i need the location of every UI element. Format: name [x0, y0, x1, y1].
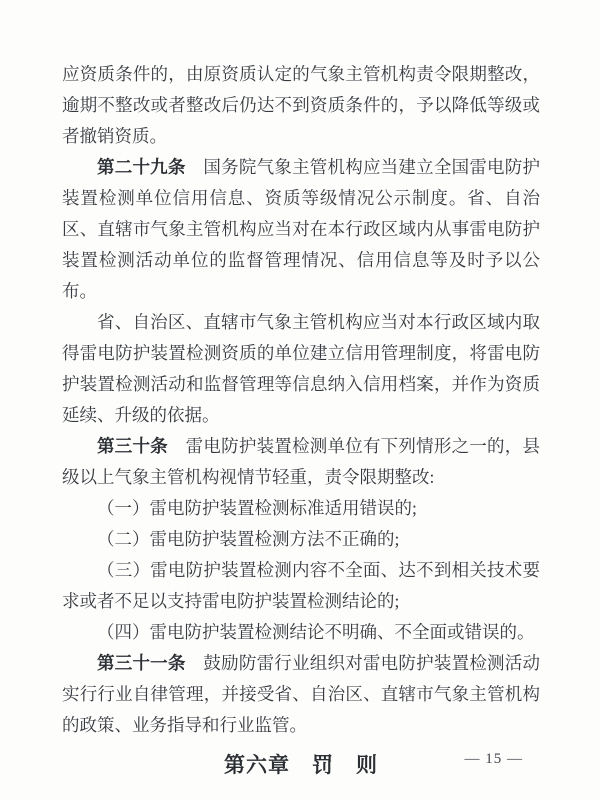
- list-item-text: （一）雷电防护装置检测标准适用错误的;: [97, 498, 417, 518]
- list-item-4: [62, 617, 540, 648]
- article-31-number: 第三十一条: [97, 653, 186, 673]
- article-30-number: 第三十条: [97, 436, 168, 456]
- list-item-text: （四）雷电防护装置检测结论不明确、不全面或错误的。: [97, 622, 535, 642]
- paragraph-article-30: [62, 431, 540, 493]
- list-item-3: [62, 555, 540, 617]
- paragraph-text: 雷电防护装置检测单位有下列情形之一的，县级以上气象主管机构视情节轻重，责令限期整改:: [62, 436, 541, 487]
- paragraph-text: 省、自治区、直辖市气象主管机构应当对本行政区域内取得雷电防护装置检测资质的单位建立信用管理制度，将雷电防护装置检测活动和监督管理等信息纳入信用档案，并作为资质延续、升级的依据。: [62, 312, 540, 425]
- paragraph-article-29: [62, 152, 540, 307]
- paragraph-credit-management: [62, 307, 540, 431]
- list-item-text: （二）雷电防护装置检测方法不正确的;: [97, 529, 400, 549]
- page-number: — 15 —: [464, 751, 523, 767]
- document-body: [62, 59, 540, 781]
- paragraph-text: 应资质条件的，由原资质认定的气象主管机构责令限期整改，逾期不整改或者整改后仍达不到资质条件的，予以降低等级或者撤销资质。: [62, 64, 540, 146]
- paragraph-text: 鼓励防雷行业组织对雷电防护装置检测活动实行行业自律管理，并接受省、自治区、直辖市气象主管机构的政策、业务指导和行业监管。: [62, 653, 541, 735]
- chapter-heading: 第六章 罚 则: [224, 753, 378, 777]
- paragraph-text: 国务院气象主管机构应当建立全国雷电防护装置检测单位信用信息、资质等级情况公示制度。省、自治区、直辖市气象主管机构应当对在本行政区域内从事雷电防护装置检测活动单位的监督管理情况、信用信息等及时予以公布。: [62, 157, 541, 301]
- list-item-2: [62, 524, 540, 555]
- list-item-text: （三）雷电防护装置检测内容不全面、达不到相关技术要求或者不足以支持雷电防护装置检测结论的;: [62, 560, 540, 611]
- paragraph-continuation: [62, 59, 540, 152]
- list-item-1: [62, 493, 540, 524]
- paragraph-article-31: [62, 648, 540, 741]
- article-29-number: 第二十九条: [97, 157, 186, 177]
